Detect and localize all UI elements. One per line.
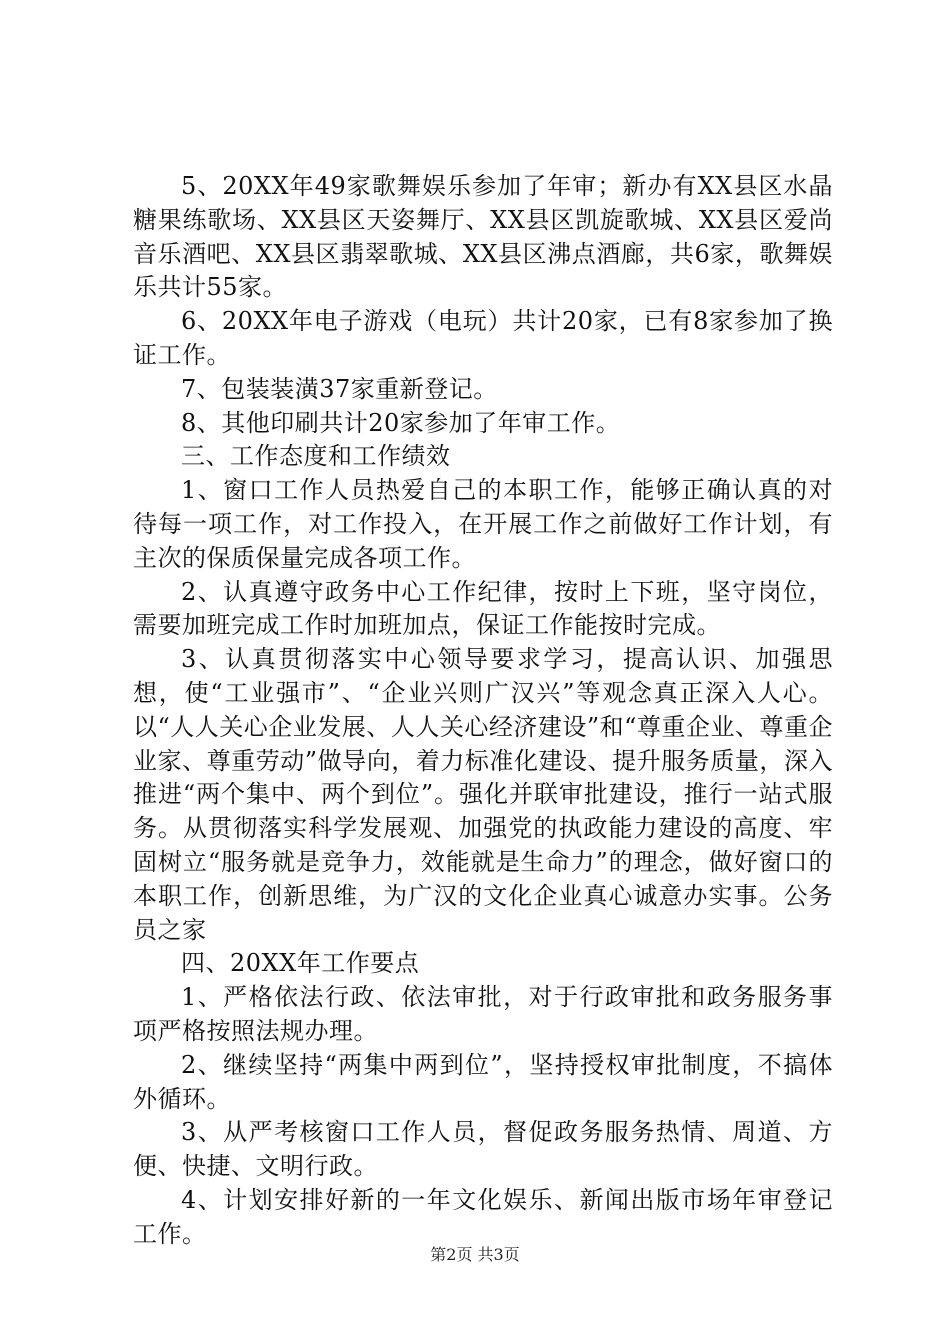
- section-heading-3: 三、工作态度和工作绩效: [181, 442, 451, 471]
- paragraph-item-8: 8、其他印刷共计20家参加了年审工作。: [181, 408, 621, 437]
- paragraph-item-5: 5、20XX年49家歌舞娱乐参加了年审；新办有XX县区水晶糖果练歌场、XX县区天姿舞厅、XX县区凯旋歌城、XX县区爱尚音乐酒吧、XX县区翡翠歌城、XX县区沸点酒廊，共6家，歌舞娱乐共计55家。: [133, 172, 833, 302]
- paragraph-item-6: 6、20XX年电子游戏（电玩）共计20家，已有8家参加了换证工作。: [133, 307, 833, 369]
- paragraph-item-7: 7、包装装潢37家重新登记。: [181, 374, 498, 403]
- paragraph-keypoint-1: 1、严格依法行政、依法审批，对于行政审批和政务服务事项严格按照法规办理。: [133, 983, 833, 1045]
- paragraph-performance-1: 1、窗口工作人员热爱自己的本职工作，能够正确认真的对待每一项工作，对工作投入，在开展工作之前做好工作计划，有主次的保质保量完成各项工作。: [133, 476, 833, 572]
- paragraph-keypoint-4: 4、计划安排好新的一年文化娱乐、新闻出版市场年审登记工作。: [133, 1185, 833, 1248]
- paragraph-keypoint-2: 2、继续坚持“两集中两到位”，坚持授权审批制度，不搞体外循环。: [133, 1050, 833, 1113]
- paragraph-performance-3: 3、认真贯彻落实中心领导要求学习，提高认识、加强思想，使“工业强市”、“企业兴则广汉兴”等观念真正深入人心。以“人人关心企业发展、人人关心经济建设”和“尊重企业、尊重企业家、尊重劳动”做导向，着力标准化建设、提升服务质量，深入推进“两个集中、两个到位”。强化并联审批建设，推行一站式服务。从贯彻落实科学发展观、加强党的执政能力建设的高度、牢固树立“服务就是竞争力，效能就是生命力”的理念，做好窗口的本职工作，创新思维，为广汉的文化企业真心诚意办实事。公务员之家: [133, 645, 833, 944]
- section-heading-4: 四、20XX年工作要点: [181, 949, 420, 978]
- document-body: [133, 170, 833, 1252]
- page-number-footer: 第2页 共3页: [430, 1245, 520, 1264]
- paragraph-keypoint-3: 3、从严考核窗口工作人员，督促政务服务热情、周道、方便、快捷、文明行政。: [133, 1118, 833, 1181]
- paragraph-performance-2: 2、认真遵守政务中心工作纪律，按时上下班，坚守岗位，需要加班完成工作时加班加点，保证工作能按时完成。: [133, 577, 833, 640]
